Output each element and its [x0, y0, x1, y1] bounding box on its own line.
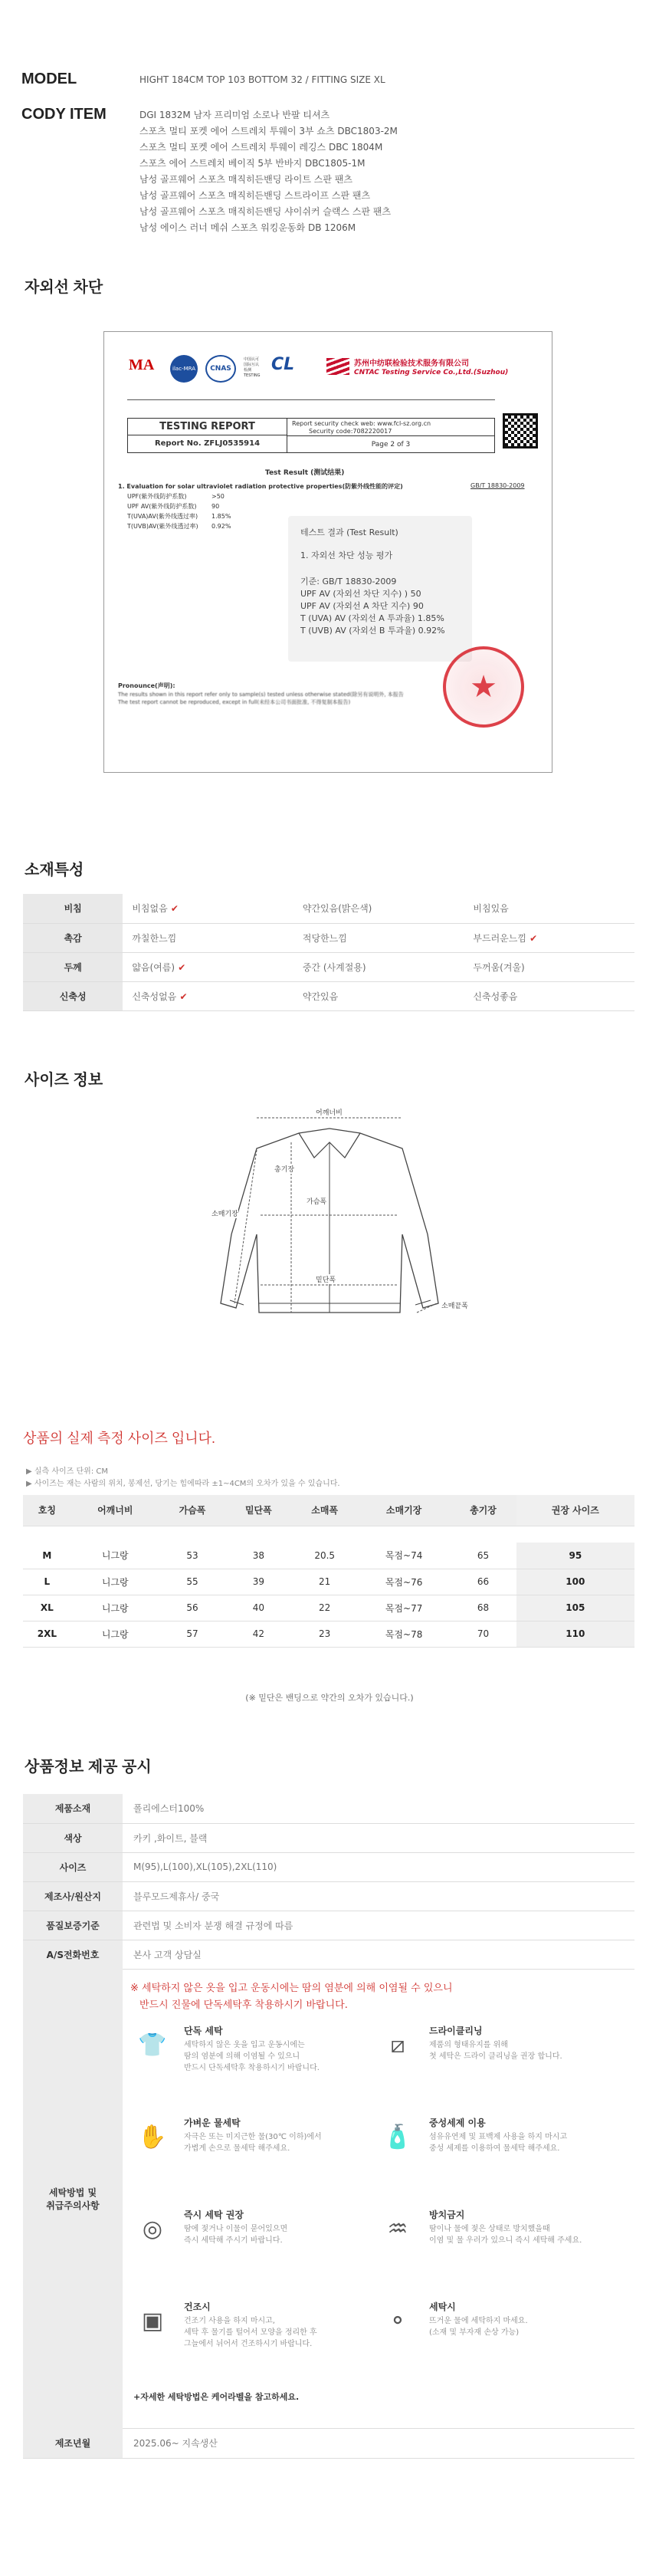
care-title: 가벼운 물세탁: [184, 2118, 241, 2128]
diagram-label-chest: 가슴폭: [307, 1196, 326, 1206]
care-desc-line: 세탁 후 물기를 털어서 모양을 정리한 후: [184, 2328, 317, 2337]
size-cell: 95: [516, 1543, 634, 1569]
cody-item: 스포츠 멀티 포켓 에어 스트레치 투웨이 레깅스 DBC 1804M: [139, 142, 383, 153]
size-cell: 20.5: [292, 1543, 358, 1569]
feature-cell-label: 신축성좋음: [473, 991, 518, 1002]
size-cell: XL: [23, 1595, 71, 1621]
feature-cell: [464, 981, 634, 1010]
remark-title: Pronounce(声明):: [118, 682, 175, 689]
feature-cell-label: 까칠한느낌: [132, 932, 177, 944]
feature-cell: [464, 923, 634, 952]
care-section: [23, 1969, 634, 2429]
table-row: [23, 1569, 634, 1595]
size-cell: 니그랑: [71, 1569, 159, 1595]
cody-item: DGI 1832M 남자 프리미엄 소로나 반팔 티셔츠: [139, 110, 330, 120]
care-title: 세탁시: [429, 2302, 456, 2312]
model-value: HIGHT 184CM TOP 103 BOTTOM 32 / FITTING SIZE XL: [139, 74, 385, 85]
care-desc-line: 뜨거운 물에 세탁하지 마세요.: [429, 2317, 528, 2325]
care-desc-line: (소재 및 부자재 손상 가능): [429, 2328, 520, 2337]
report-row-value: 1.85%: [211, 513, 231, 520]
care-desc: [184, 2131, 368, 2154]
info-value: 블루모드제휴사/ 중국: [123, 1881, 634, 1911]
feature-cell-label: 적당한느낌: [302, 932, 347, 944]
care-desc-line: 제품의 형태유지를 위해: [429, 2041, 508, 2049]
care-desc-line: 땀에 젖거나 이물이 묻어있으면: [184, 2225, 288, 2233]
feature-cell-label: 약간있음: [302, 991, 339, 1002]
lab-name-cn: 苏州中纺联检验技术服务有限公司: [354, 360, 469, 368]
size-cell: 니그랑: [71, 1543, 159, 1569]
size-cell: 110: [516, 1621, 634, 1647]
report-rows: [127, 491, 231, 531]
care-item: [130, 2200, 368, 2285]
size-cell: 21: [292, 1569, 358, 1595]
report-row-label: T(UVA)AV(紫外线透过率): [127, 513, 198, 520]
jacket-diagram-icon: [184, 1112, 475, 1334]
overlay-line: T (UVB) AV (자외선 B 투과율) 0.92%: [300, 626, 445, 636]
cnas-text-logo: 中国认可 国际互认 检测 TESTING: [244, 357, 261, 378]
check-icon: ✔: [175, 961, 186, 973]
care-title: 건조시: [184, 2302, 211, 2312]
size-header: 소매폭: [292, 1495, 358, 1526]
report-row: [127, 501, 231, 511]
care-desc-line: 가볍게 손으로 물세탁 해주세요.: [184, 2144, 290, 2153]
size-header: 어깨너비: [71, 1495, 159, 1526]
feature-cell: [464, 952, 634, 981]
care-desc-line: 건조기 사용을 하지 마시고,: [184, 2317, 275, 2325]
table-row: [23, 1595, 634, 1621]
care-head: 세탁방법 및 취급주의사항: [23, 1969, 123, 2429]
care-desc: [429, 2131, 613, 2154]
check-icon: ✔: [526, 932, 538, 944]
hand-wash-icon: ✋: [138, 2123, 167, 2150]
feature-head: 신축성: [23, 981, 123, 1010]
care-item: [375, 2200, 613, 2285]
info-head: A/S전화번호: [23, 1940, 123, 1969]
bubbles-icon: ⚬: [388, 2307, 408, 2334]
care-desc-line: 땀이나 물에 젖은 상태로 방치했을때: [429, 2225, 550, 2233]
care-desc: [429, 2039, 613, 2062]
info-head: 품질보증기준: [23, 1911, 123, 1940]
table-row: [23, 894, 634, 923]
size-note-1: ▶ 실측 사이즈 단위: CM: [26, 1467, 109, 1476]
size-cell: 70: [450, 1621, 516, 1647]
feature-cell: [123, 981, 293, 1010]
size-cell: 53: [159, 1543, 225, 1569]
cody-label: CODY ITEM: [21, 106, 107, 123]
table-row: [23, 923, 634, 952]
date-value: 2025.06~ 지속생산: [123, 2429, 634, 2458]
features-section-title: 소재특성: [25, 862, 84, 879]
report-item-title: 1. Evaluation for solar ultraviolet radiation protective properties(防紫外线性能的评定): [118, 483, 403, 490]
care-desc-line: 중성 세제를 이용하여 물세탁 해주세요.: [429, 2144, 560, 2153]
care-item: [375, 2016, 613, 2101]
info-value: 관련법 및 소비자 분쟁 해결 규정에 따름: [123, 1911, 634, 1940]
feature-cell: [123, 894, 293, 923]
size-cell: L: [23, 1569, 71, 1595]
lab-flag-icon: [326, 358, 349, 375]
report-row: [127, 511, 231, 521]
diagram-label-shoulder: 어깨너비: [316, 1107, 343, 1117]
table-row: [23, 1940, 634, 1969]
table-row: [23, 1852, 634, 1881]
cody-item: 남성 골프웨어 스포츠 매직히든밴딩 라이트 스판 팬츠: [139, 174, 352, 185]
size-cell: 57: [159, 1621, 225, 1647]
info-value: 폴리에스터100%: [123, 1794, 634, 1823]
overlay-line: 1. 자외선 차단 성능 평가: [300, 550, 393, 560]
size-cell: 23: [292, 1621, 358, 1647]
table-row: [23, 1823, 634, 1852]
care-title: 중성세제 이용: [429, 2118, 486, 2128]
report-page: Page 2 of 3: [287, 435, 494, 452]
info-head: 제조사/원산지: [23, 1881, 123, 1911]
overlay-line: UPF AV (자외선 A 차단 지수) 90: [300, 601, 424, 611]
cl-logo: CL: [271, 355, 295, 374]
wash-tub-icon: 👕: [138, 2031, 167, 2058]
size-cell: 목점~77: [358, 1595, 450, 1621]
care-item: [130, 2292, 368, 2377]
size-header: 밑단폭: [225, 1495, 291, 1526]
diagram-label-cuff: 소매끝폭: [441, 1300, 468, 1310]
info-head: 제품소재: [23, 1794, 123, 1823]
care-footer: +자세한 세탁방법은 케어라벨을 참고하세요.: [133, 2392, 300, 2402]
diagram-label-sleeve-length: 소매기장: [211, 1208, 238, 1218]
size-cell: 100: [516, 1569, 634, 1595]
feature-cell: [293, 952, 464, 981]
report-standard: GB/T 18830-2009: [470, 482, 525, 489]
report-row-label: UPF(紫外线防护系数): [127, 493, 187, 500]
check-icon: ✔: [176, 991, 188, 1002]
size-cell: 66: [450, 1569, 516, 1595]
care-title: 방치금지: [429, 2210, 465, 2220]
report-row-label: UPF AV(紫外线防护系数): [127, 503, 197, 510]
size-cell: 42: [225, 1621, 291, 1647]
security-line-2: Security code:7082220017: [309, 428, 392, 435]
korean-result-overlay: [288, 516, 472, 662]
security-line-1: Report security check web: www.fcl-sz.org.cn: [292, 420, 431, 427]
size-cell: 22: [292, 1595, 358, 1621]
care-item: [375, 2108, 613, 2193]
feature-cell-label: 비침없음: [132, 903, 168, 915]
official-seal-stamp: [443, 646, 524, 728]
care-title: 드라이클리닝: [429, 2026, 483, 2036]
size-cell: 68: [450, 1595, 516, 1621]
size-cell: 목점~76: [358, 1569, 450, 1595]
diagram-label-length: 총기장: [274, 1164, 294, 1174]
care-desc-line: 첫 세탁은 드라이 클리닝을 권장 합니다.: [429, 2052, 562, 2061]
size-header: 소매기장: [358, 1495, 450, 1526]
care-desc-line: 이염 및 물 우러가 있으니 즉시 세탁해 주세요.: [429, 2236, 582, 2245]
size-cell: 56: [159, 1595, 225, 1621]
feature-cell: [293, 923, 464, 952]
feature-cell-label: 얇음(여름): [132, 961, 175, 973]
diagram-label-hem: 밑단폭: [316, 1274, 336, 1284]
size-header: 총기장: [450, 1495, 516, 1526]
model-label: MODEL: [21, 71, 77, 87]
feature-head: 촉감: [23, 923, 123, 952]
size-footnote: (※ 밑단은 밴딩으로 약간의 오차가 있습니다.): [245, 1693, 414, 1703]
info-value: 카키 ,화이트, 블랙: [123, 1823, 634, 1852]
feature-head: 비침: [23, 894, 123, 923]
info-head: 색상: [23, 1823, 123, 1852]
size-cell: 목점~74: [358, 1543, 450, 1569]
report-header-box: [127, 418, 495, 453]
detergent-icon: 🧴: [383, 2123, 412, 2150]
size-cell: 2XL: [23, 1621, 71, 1647]
feature-cell: [123, 952, 293, 981]
ilac-logo: ilac-MRA: [170, 355, 198, 383]
size-header: 권장 사이즈: [516, 1495, 634, 1526]
overlay-line: 기준: GB/T 18830-2009: [300, 577, 397, 586]
care-title: 단독 세탁: [184, 2026, 223, 2036]
table-row: [23, 952, 634, 981]
test-result-heading: Test Result (测试结果): [265, 469, 345, 477]
report-row-value: 90: [211, 503, 220, 510]
qr-code-icon: [503, 413, 538, 449]
size-table: [23, 1495, 634, 1648]
size-cell: 55: [159, 1569, 225, 1595]
report-rule: [127, 399, 495, 400]
overlay-line: UPF AV (자외선 차단 지수) ) 50: [300, 589, 421, 599]
size-cell: 니그랑: [71, 1595, 159, 1621]
size-cell: M: [23, 1543, 71, 1569]
care-desc: [184, 2315, 368, 2350]
report-row-value: >50: [211, 493, 225, 500]
remark-line-1: The results shown in this report refer only to sample(s) tested unless otherwise stated(除另有说明外, 本报告: [118, 692, 404, 698]
feature-cell-label: 신축성없음: [132, 991, 177, 1002]
care-title: 즉시 세탁 권장: [184, 2210, 244, 2220]
size-section-title: 사이즈 정보: [25, 1072, 103, 1089]
manufacture-date-table: [23, 2429, 634, 2459]
care-item: [130, 2016, 368, 2101]
product-info-table: [23, 1794, 634, 1970]
size-cell: 38: [225, 1543, 291, 1569]
remark-line-2: The test report cannot be reproduced, except in full(未经本公司书面批准, 不得复制本报告): [118, 699, 351, 705]
care-desc-line: 섬유유연제 및 표백제 사용을 하지 마시고: [429, 2133, 568, 2141]
feature-cell-label: 약간있음(밝은색): [302, 903, 372, 915]
cody-item: 남성 골프웨어 스포츠 매직히든밴딩 샤이쉬커 슬랙스 스판 팬츠: [139, 206, 392, 217]
care-desc-line: 자극은 또는 미지근한 물(30℃ 이하)에서: [184, 2133, 322, 2141]
cody-item: 남성 에이스 러너 메쉬 스포츠 워킹운동화 DB 1206M: [139, 222, 356, 233]
feature-cell: [123, 923, 293, 952]
size-cell: 65: [450, 1543, 516, 1569]
care-desc-line: 세탁하지 않은 옷을 입고 운동시에는: [184, 2041, 305, 2049]
feature-cell-label: 부드러운느낌: [473, 932, 526, 944]
cody-item: 남성 골프웨어 스포츠 매직히든밴딩 스트라이프 스판 팬츠: [139, 190, 371, 201]
care-desc-line: 그늘에서 뉘어서 건조하시기 바랍니다.: [184, 2340, 313, 2348]
feature-cell-label: 비침있음: [473, 903, 509, 915]
care-desc-line: 즉시 세탁해 주시기 바랍니다.: [184, 2236, 283, 2245]
report-row: [127, 521, 231, 531]
care-desc: [184, 2039, 368, 2074]
info-head: 사이즈: [23, 1852, 123, 1881]
feature-cell-label: 중간 (사계절용): [302, 961, 366, 973]
date-head: 제조년월: [23, 2429, 123, 2458]
size-cell: 40: [225, 1595, 291, 1621]
no-soak-icon: ♒: [387, 2215, 408, 2242]
care-desc: [429, 2223, 613, 2246]
care-warning-1: ※ 세탁하지 않은 옷을 입고 운동시에는 땀의 염분에 의해 이염될 수 있으니: [130, 1983, 453, 1994]
size-cell: 39: [225, 1569, 291, 1595]
size-header-row: [23, 1495, 634, 1526]
size-spacer-row: [23, 1526, 634, 1543]
table-row: [23, 1881, 634, 1911]
size-diagram: [184, 1109, 475, 1334]
feature-cell: [293, 894, 464, 923]
feature-cell: [293, 981, 464, 1010]
cnas-logo: CNAS: [205, 355, 236, 383]
table-row: [23, 1794, 634, 1823]
size-cell: 목점~78: [358, 1621, 450, 1647]
product-section-title: 상품정보 제공 공시: [25, 1759, 152, 1776]
care-desc: [184, 2223, 368, 2246]
size-cell: 105: [516, 1595, 634, 1621]
cody-item: 스포츠 멀티 포켓 에어 스트레치 투웨이 3부 쇼츠 DBC1803-2M: [139, 126, 398, 136]
size-header: 호칭: [23, 1495, 71, 1526]
care-desc-line: 땀의 염분에 의해 이염될 수 있으니: [184, 2052, 300, 2061]
cody-item: 스포츠 에어 스트레치 베이직 5부 반바지 DBC1805-1M: [139, 158, 366, 169]
cody-item-list: [139, 107, 398, 236]
overlay-line: T (UVA) AV (자외선 A 투과율) 1.85%: [300, 613, 444, 623]
care-desc-line: 반드시 단독세탁후 착용하시기 바랍니다.: [184, 2064, 320, 2072]
feature-cell: [464, 894, 634, 923]
features-table: [23, 894, 634, 1011]
size-notice: 상품의 실제 측정 사이즈 입니다.: [23, 1431, 216, 1446]
testing-report: [103, 331, 552, 773]
care-item: [130, 2108, 368, 2193]
uv-section-title: 자외선 차단: [25, 279, 103, 296]
size-cell: 니그랑: [71, 1621, 159, 1647]
report-row: [127, 491, 231, 501]
feature-cell-label: 두꺼움(겨울): [473, 961, 525, 973]
report-number: Report No. ZFLJ0535914: [128, 435, 287, 452]
table-row: [23, 1543, 634, 1569]
table-row: [23, 981, 634, 1010]
report-row-label: T(UVB)AV(紫外线透过率): [127, 523, 198, 530]
feature-head: 두께: [23, 952, 123, 981]
table-row: [23, 1911, 634, 1940]
info-value: 본사 고객 상담실: [123, 1940, 634, 1969]
table-row: [23, 2429, 634, 2458]
overlay-line: 테스트 결과 (Test Result): [300, 527, 398, 537]
info-value: M(95),L(100),XL(105),2XL(110): [123, 1852, 634, 1881]
washer-icon: ◎: [142, 2215, 163, 2242]
size-header: 가슴폭: [159, 1495, 225, 1526]
care-desc: [429, 2315, 613, 2338]
lab-name-en: CNTAC Testing Service Co.,Ltd.(Suzhou): [354, 369, 509, 376]
care-warning-2: 반드시 진물에 단독세탁후 착용하시기 바랍니다.: [139, 1999, 348, 2011]
seal-star-icon: ★: [470, 669, 497, 705]
table-row: [23, 1621, 634, 1647]
dry-clean-icon: ⧄: [390, 2031, 405, 2058]
check-icon: ✔: [167, 903, 179, 915]
size-note-2: ▶ 사이즈는 재는 사람의 위치, 봉제선, 당기는 힘에따라 ±1~4CM의 오차가 있을 수 있습니다.: [26, 1480, 340, 1488]
report-title: TESTING REPORT: [128, 419, 287, 435]
care-item: [375, 2292, 613, 2377]
report-logos: [129, 355, 305, 383]
dry-icon: ▣: [141, 2307, 164, 2334]
report-row-value: 0.92%: [211, 523, 231, 530]
cma-logo: MA: [129, 356, 155, 373]
